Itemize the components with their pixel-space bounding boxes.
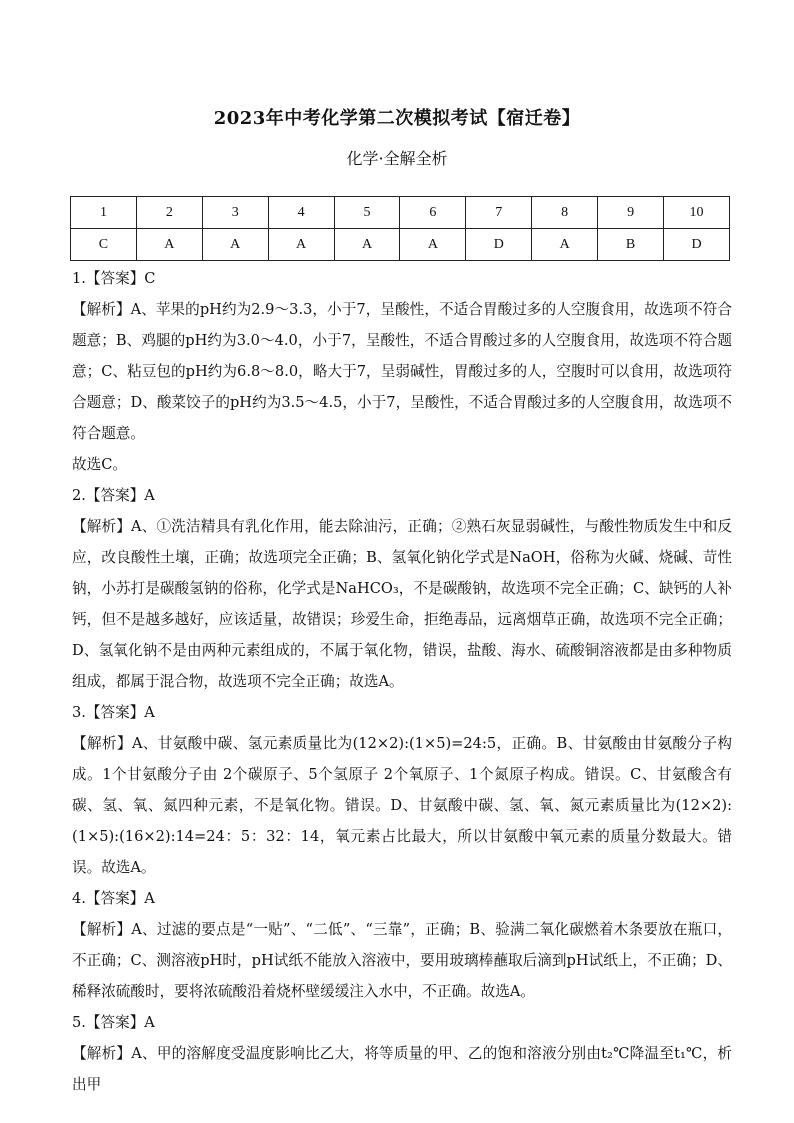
- question-number-cell: 3: [202, 197, 268, 229]
- analysis-paragraph: [72, 914, 732, 1007]
- analysis-label: 【解析】: [72, 735, 132, 752]
- analysis-text: A、过滤的要点是“一贴”、“二低”、“三靠”，正确；B、验满二氧化碳燃着木条要放在瓶口，不正确；C、测溶液pH时，pH试纸不能放入溶液中，要用玻璃棒蘸取后滴到pH试纸上，不正确；D、稀释浓硫酸时，要将浓硫酸沿着烧杯壁缓缓注入水中，不正确。故选A。: [72, 921, 732, 1000]
- answer-table-answer-row: [71, 229, 730, 261]
- answer-cell: B: [598, 229, 664, 261]
- answer-cell: C: [71, 229, 137, 261]
- analysis-text: A、①洗洁精具有乳化作用，能去除油污，正确；②熟石灰显弱碱性，与酸性物质发生中和反应，改良酸性土壤，正确；故选项完全正确；B、氢氧化钠化学式是NaOH，俗称为火碱、烧碱、苛性钠，小苏打是碳酸氢钠的俗称，化学式是NaHCO₃，不是碳酸钠，故选项不完全正确；C、缺钙的人补钙，但不是越多越好，应该适量，故错误；珍爱生命，拒绝毒品，远离烟草正确，故选项不完全正确；D、氢氧化钠不是由两种元素组成的，不属于氧化物，错误，盐酸、海水、硫酸铜溶液都是由多种物质组成，都属于混合物，故选项不完全正确；故选A。: [72, 518, 732, 690]
- answer-line: 4.【答案】A: [72, 890, 155, 907]
- question-number-cell: 9: [598, 197, 664, 229]
- answer-cell: D: [466, 229, 532, 261]
- answer-line: 1.【答案】C: [72, 270, 156, 287]
- answer-cell: A: [334, 229, 400, 261]
- analysis-body: [72, 263, 732, 1100]
- analysis-paragraph: [72, 1038, 732, 1100]
- answer-cell: A: [400, 229, 466, 261]
- answer-line: 5.【答案】A: [72, 1014, 155, 1031]
- page-subtitle: 化学·全解全析: [346, 149, 448, 168]
- question-number-cell: 2: [136, 197, 202, 229]
- analysis-text: A、苹果的pH约为2.9～3.3，小于7，呈酸性，不适合胃酸过多的人空腹食用，故选项不符合题意；B、鸡腿的pH约为3.0～4.0，小于7，呈酸性，不适合胃酸过多的人空腹食用，故选项不符合题意；C、粘豆包的pH约为6.8～8.0，略大于7，呈弱碱性，胃酸过多的人，空腹时可以食用，故选项符合题意；D、酸菜饺子的pH约为3.5～4.5，小于7，呈酸性，不适合胃酸过多的人空腹食用，故选项不符合题意。: [72, 301, 732, 442]
- analysis-label: 【解析】: [72, 518, 132, 535]
- question-number-cell: 6: [400, 197, 466, 229]
- question-number-cell: 8: [532, 197, 598, 229]
- question-number-cell: 7: [466, 197, 532, 229]
- answer-table-number-row: [71, 197, 730, 229]
- answer-cell: D: [664, 229, 730, 261]
- page-title: 2023年中考化学第二次模拟考试【宿迁卷】: [213, 108, 581, 129]
- question-number-cell: 5: [334, 197, 400, 229]
- answer-line: 3.【答案】A: [72, 704, 155, 721]
- analysis-text: A、甲的溶解度受温度影响比乙大，将等质量的甲、乙的饱和溶液分别由t₂℃降温至t₁℃，析出甲: [72, 1045, 732, 1093]
- answer-table: [70, 196, 730, 261]
- conclusion-line: 故选C。: [72, 456, 127, 473]
- analysis-label: 【解析】: [72, 301, 131, 318]
- question-number-cell: 1: [71, 197, 137, 229]
- question-number-cell: 10: [664, 197, 730, 229]
- analysis-label: 【解析】: [72, 1045, 132, 1062]
- analysis-paragraph: [72, 294, 732, 449]
- analysis-paragraph: [72, 511, 732, 697]
- answer-cell: A: [532, 229, 598, 261]
- analysis-text: A、甘氨酸中碳、氢元素质量比为(12×2):(1×5)=24:5，正确。B、甘氨酸由甘氨酸分子构成。1个甘氨酸分子由 2个碳原子、5个氢原子 2个氧原子、1个氮原子构成。错误。C、甘氨酸含有碳、氢、氧、氮四种元素，不是氧化物。错误。D、甘氨酸中碳、氢、氧、氮元素质量比为(12×2):(1×5):(16×2):14=24：5：32：14，氧元素占比最大，所以甘氨酸中氧元素的质量分数最大。错误。故选A。: [72, 735, 732, 876]
- analysis-paragraph: [72, 728, 732, 883]
- question-number-cell: 4: [268, 197, 334, 229]
- answer-cell: A: [202, 229, 268, 261]
- analysis-label: 【解析】: [72, 921, 132, 938]
- answer-line: 2.【答案】A: [72, 487, 155, 504]
- answer-cell: A: [136, 229, 202, 261]
- answer-cell: A: [268, 229, 334, 261]
